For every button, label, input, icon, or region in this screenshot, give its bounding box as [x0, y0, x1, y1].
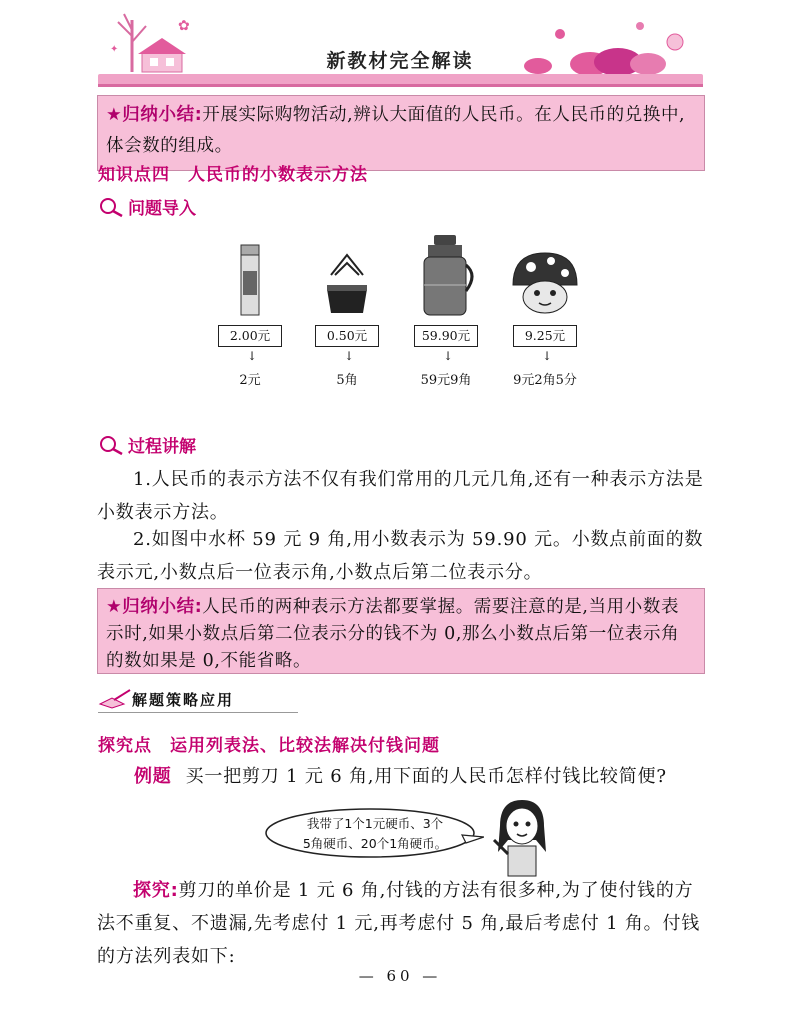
speech-line-1: 我带了1个1元硬币、3个 — [306, 816, 444, 831]
process-paragraph-1: 1.人民币的表示方法不仅有我们常用的几元几角,还有一种表示方法是小数表示方法。 — [97, 469, 704, 523]
example-text: 买一把剪刀 1 元 6 角,用下面的人民币怎样付钱比较简便? — [185, 766, 667, 787]
item-glue-stick — [210, 235, 290, 388]
item-mushroom-toy — [505, 235, 585, 388]
speech-bubble-text — [285, 814, 465, 854]
speech-line-2: 5角硬币、20个1角硬币。 — [302, 836, 448, 851]
summary-text: 开展实际购物活动,辨认大面值的人民币。在人民币的兑换中,体会数的组成。 — [106, 105, 686, 156]
strategy-divider — [98, 712, 298, 713]
explore-text: 剪刀的单价是 1 元 6 角,付钱的方法有很多种,为了使付钱的方法不重复、不遗漏,先考虑付 1 元,再考虑付 5 角,最后考虑付 1 角。付钱的方法列表如下: — [97, 880, 701, 967]
price-box: 59.90元 — [414, 325, 478, 347]
explore-point-title: 探究点 运用列表法、比较法解决付钱问题 — [98, 736, 440, 756]
process-title: 过程讲解 — [128, 437, 196, 457]
price-box: 0.50元 — [315, 325, 379, 347]
svg-text:✦: ✦ — [110, 44, 119, 55]
item-binder-clip — [307, 235, 387, 388]
yuan-text: 59元9角 — [420, 373, 472, 388]
strategy-title: 解题策略应用 — [132, 690, 235, 709]
explore-label: 探究: — [133, 880, 179, 901]
thermos-icon — [406, 235, 486, 321]
process-heading — [98, 432, 196, 457]
magnifier-icon — [98, 434, 124, 456]
explore-paragraph — [97, 874, 705, 973]
price-box: 2.00元 — [218, 325, 282, 347]
example-label: 例题 — [134, 766, 172, 787]
price-box: 9.25元 — [513, 325, 577, 347]
book-pen-icon — [98, 688, 132, 710]
svg-text:✿: ✿ — [178, 18, 190, 34]
summary-label: ★归纳小结: — [106, 105, 203, 125]
price-items — [210, 235, 600, 400]
house-icon — [138, 38, 186, 72]
mushroom-toy-icon — [505, 235, 585, 321]
yuan-text: 2元 — [239, 373, 261, 388]
page-header — [0, 0, 800, 92]
magnifier-icon — [98, 196, 124, 218]
arrow-down-icon: ↓ — [443, 349, 454, 363]
summary-text: 人民币的两种表示方法都要掌握。需要注意的是,当用小数表示时,如果小数点后第二位表示分的钱不为 0,那么小数点后第一位表示角的数如果是 0,不能省略。 — [106, 597, 680, 671]
section-title: 知识点四 人民币的小数表示方法 — [98, 165, 368, 185]
summary-label: ★归纳小结: — [106, 597, 203, 617]
process-paragraph-2: 2.如图中水杯 59 元 9 角,用小数表示为 59.90 元。小数点前面的数表示元,小数点后一位表示角,小数点后第二位表示分。 — [97, 529, 704, 583]
summary-box-2 — [97, 588, 705, 674]
glue-stick-icon — [210, 235, 290, 321]
binder-clip-icon — [307, 235, 387, 321]
item-thermos — [406, 235, 486, 388]
intro-title: 问题导入 — [128, 199, 196, 219]
girl-character-icon — [486, 796, 556, 878]
intro-heading — [98, 194, 196, 219]
example-line — [134, 762, 667, 788]
header-title: 新教材完全解读 — [326, 50, 474, 72]
arrow-down-icon: ↓ — [247, 349, 258, 363]
yuan-text: 5角 — [336, 373, 358, 388]
strategy-heading — [98, 688, 234, 710]
yuan-text: 9元2角5分 — [513, 373, 577, 388]
arrow-down-icon: ↓ — [344, 349, 355, 363]
flower-bush-icon — [524, 22, 683, 76]
arrow-down-icon: ↓ — [542, 349, 553, 363]
header-band-line — [98, 84, 703, 87]
page-number: — 60 — — [358, 967, 442, 985]
